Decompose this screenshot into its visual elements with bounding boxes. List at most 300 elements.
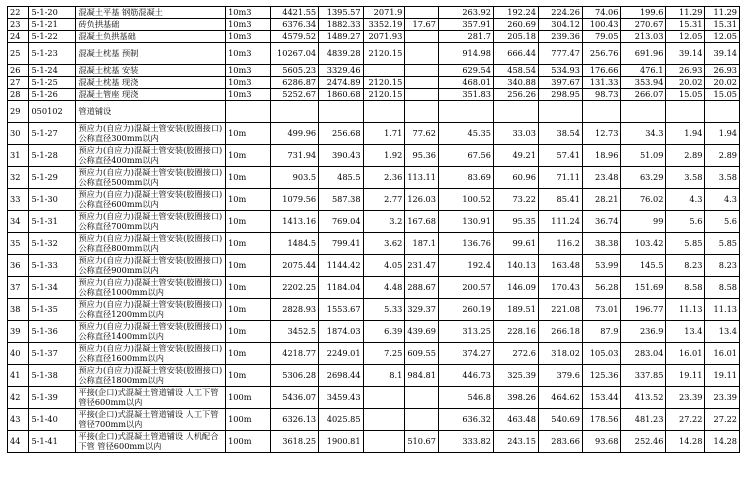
unit: 100m <box>226 387 271 409</box>
value-cell: 2071.93 <box>363 31 405 43</box>
value-cell: 4.48 <box>363 277 405 299</box>
value-cell: 13.4 <box>666 321 705 343</box>
item-name: 预应力(自应力)混凝土管安装(胶圈接口)公称直径600mm以内 <box>76 189 226 211</box>
unit: 10m <box>226 277 271 299</box>
unit: 10m3 <box>226 7 271 19</box>
value-cell: 769.04 <box>319 211 363 233</box>
value-cell: 325.39 <box>493 365 538 387</box>
value-cell: 298.95 <box>538 89 582 101</box>
value-cell: 283.66 <box>538 431 582 453</box>
value-cell: 5.33 <box>363 299 405 321</box>
value-cell: 510.67 <box>405 431 439 453</box>
value-cell: 205.18 <box>493 31 538 43</box>
value-cell: 163.48 <box>538 255 582 277</box>
value-cell: 1553.67 <box>319 299 363 321</box>
quota-code: 5-1-36 <box>29 321 76 343</box>
value-cell: 351.83 <box>438 89 493 101</box>
table-row <box>8 65 740 77</box>
value-cell: 23.48 <box>582 167 621 189</box>
value-cell: 192.24 <box>493 7 538 19</box>
value-cell: 11.13 <box>666 299 705 321</box>
value-cell: 116.2 <box>538 233 582 255</box>
value-cell: 221.08 <box>538 299 582 321</box>
row-number: 25 <box>8 43 29 65</box>
value-cell: 74.06 <box>582 7 621 19</box>
value-cell: 23.39 <box>705 387 740 409</box>
quota-code: 5-1-23 <box>29 43 76 65</box>
value-cell: 2202.25 <box>271 277 319 299</box>
value-cell: 17.67 <box>405 19 439 31</box>
value-cell: 984.81 <box>405 365 439 387</box>
value-cell: 125.36 <box>582 365 621 387</box>
unit: 10m <box>226 145 271 167</box>
value-cell: 6.39 <box>363 321 405 343</box>
value-cell: 49.21 <box>493 145 538 167</box>
value-cell: 413.52 <box>621 387 666 409</box>
value-cell: 499.96 <box>271 123 319 145</box>
value-cell: 3.2 <box>363 211 405 233</box>
value-cell: 228.16 <box>493 321 538 343</box>
value-cell: 146.09 <box>493 277 538 299</box>
item-name: 平接(企口)式混凝土管道铺设 人工下管 管径600mm以内 <box>76 387 226 409</box>
value-cell: 3618.25 <box>271 431 319 453</box>
value-cell: 73.01 <box>582 299 621 321</box>
value-cell: 337.85 <box>621 365 666 387</box>
value-cell: 130.91 <box>438 211 493 233</box>
value-cell: 3.58 <box>666 167 705 189</box>
item-name: 预应力(自应力)混凝土管安装(胶圈接口)公称直径1200mm以内 <box>76 299 226 321</box>
value-cell: 196.77 <box>621 299 666 321</box>
item-name: 预应力(自应力)混凝土管安装(胶圈接口)公称直径700mm以内 <box>76 211 226 233</box>
row-number: 32 <box>8 167 29 189</box>
quota-code: 050102 <box>29 101 76 123</box>
row-number: 31 <box>8 145 29 167</box>
table-row <box>8 255 740 277</box>
quota-code: 5-1-38 <box>29 365 76 387</box>
value-cell: 23.39 <box>666 387 705 409</box>
value-cell: 2698.44 <box>319 365 363 387</box>
value-cell: 11.29 <box>666 7 705 19</box>
value-cell: 468.01 <box>438 77 493 89</box>
item-name: 砖负拱基础 <box>76 19 226 31</box>
item-name: 混凝土平基 钢筋混凝土 <box>76 7 226 19</box>
item-name: 预应力(自应力)混凝土管安装(胶圈接口)公称直径1400mm以内 <box>76 321 226 343</box>
value-cell: 4.3 <box>666 189 705 211</box>
value-cell: 7.25 <box>363 343 405 365</box>
value-cell: 5.6 <box>666 211 705 233</box>
value-cell: 666.44 <box>493 43 538 65</box>
value-cell: 6376.34 <box>271 19 319 31</box>
value-cell: 439.69 <box>405 321 439 343</box>
table-row <box>8 233 740 255</box>
value-cell: 4421.55 <box>271 7 319 19</box>
item-name: 平接(企口)式混凝土管道铺设 人机配合下管 管径600mm以内 <box>76 431 226 453</box>
value-cell: 14.28 <box>666 431 705 453</box>
row-number: 33 <box>8 189 29 211</box>
value-cell: 272.6 <box>493 343 538 365</box>
value-cell <box>621 101 666 123</box>
value-cell: 4.3 <box>705 189 740 211</box>
item-name: 混凝土枕基 安装 <box>76 65 226 77</box>
value-cell <box>705 101 740 123</box>
value-cell: 39.14 <box>705 43 740 65</box>
table-row <box>8 211 740 233</box>
unit: 10m <box>226 343 271 365</box>
value-cell <box>405 409 439 431</box>
value-cell: 609.55 <box>405 343 439 365</box>
value-cell: 2071.9 <box>363 7 405 19</box>
value-cell: 140.13 <box>493 255 538 277</box>
value-cell <box>319 101 363 123</box>
value-cell: 16.01 <box>666 343 705 365</box>
value-cell: 5.85 <box>666 233 705 255</box>
value-cell: 51.09 <box>621 145 666 167</box>
value-cell: 5.6 <box>705 211 740 233</box>
quota-code: 5-1-30 <box>29 189 76 211</box>
unit: 10m <box>226 365 271 387</box>
table-row <box>8 145 740 167</box>
unit: 10m3 <box>226 19 271 31</box>
value-cell: 8.23 <box>705 255 740 277</box>
quota-code: 5-1-32 <box>29 233 76 255</box>
table-row <box>8 431 740 453</box>
quota-code: 5-1-21 <box>29 19 76 31</box>
value-cell: 126.03 <box>405 189 439 211</box>
unit: 10m <box>226 123 271 145</box>
row-number: 44 <box>8 431 29 453</box>
value-cell: 87.9 <box>582 321 621 343</box>
value-cell: 546.8 <box>438 387 493 409</box>
value-cell: 99 <box>621 211 666 233</box>
value-cell: 99.61 <box>493 233 538 255</box>
value-cell: 397.67 <box>538 77 582 89</box>
value-cell: 236.9 <box>621 321 666 343</box>
quota-code: 5-1-40 <box>29 409 76 431</box>
quota-code: 5-1-25 <box>29 77 76 89</box>
value-cell: 4.05 <box>363 255 405 277</box>
value-cell: 67.56 <box>438 145 493 167</box>
value-cell: 288.67 <box>405 277 439 299</box>
value-cell: 13.4 <box>705 321 740 343</box>
unit: 10m <box>226 321 271 343</box>
item-name: 预应力(自应力)混凝土管安装(胶圈接口)公称直径1600mm以内 <box>76 343 226 365</box>
value-cell <box>538 101 582 123</box>
value-cell: 239.36 <box>538 31 582 43</box>
value-cell <box>363 409 405 431</box>
quota-code: 5-1-26 <box>29 89 76 101</box>
value-cell: 8.58 <box>705 277 740 299</box>
value-cell <box>405 387 439 409</box>
value-cell: 45.35 <box>438 123 493 145</box>
value-cell: 103.42 <box>621 233 666 255</box>
value-cell: 20.02 <box>666 77 705 89</box>
value-cell: 777.47 <box>538 43 582 65</box>
table-row <box>8 409 740 431</box>
value-cell: 485.5 <box>319 167 363 189</box>
table-row <box>8 123 740 145</box>
table-row <box>8 167 740 189</box>
quota-code: 5-1-24 <box>29 65 76 77</box>
row-number: 28 <box>8 89 29 101</box>
value-cell: 60.96 <box>493 167 538 189</box>
value-cell: 5436.07 <box>271 387 319 409</box>
value-cell: 85.41 <box>538 189 582 211</box>
value-cell: 1.92 <box>363 145 405 167</box>
value-cell: 153.44 <box>582 387 621 409</box>
value-cell: 167.68 <box>405 211 439 233</box>
value-cell <box>405 101 439 123</box>
value-cell: 260.69 <box>493 19 538 31</box>
quota-code: 5-1-34 <box>29 277 76 299</box>
value-cell: 1144.42 <box>319 255 363 277</box>
item-name: 平接(企口)式混凝土管道铺设 人工下管 管径700mm以内 <box>76 409 226 431</box>
quota-code: 5-1-33 <box>29 255 76 277</box>
value-cell: 18.96 <box>582 145 621 167</box>
value-cell: 1184.04 <box>319 277 363 299</box>
value-cell: 93.68 <box>582 431 621 453</box>
value-cell: 27.22 <box>666 409 705 431</box>
value-cell: 4579.52 <box>271 31 319 43</box>
table-row <box>8 189 740 211</box>
table-row <box>8 43 740 65</box>
table-row <box>8 101 740 123</box>
value-cell <box>405 89 439 101</box>
item-name: 预应力(自应力)混凝土管安装(胶圈接口)公称直径400mm以内 <box>76 145 226 167</box>
value-cell: 71.11 <box>538 167 582 189</box>
value-cell: 1395.57 <box>319 7 363 19</box>
value-cell: 12.73 <box>582 123 621 145</box>
value-cell: 333.82 <box>438 431 493 453</box>
value-cell: 15.05 <box>705 89 740 101</box>
value-cell: 2249.01 <box>319 343 363 365</box>
unit: 10m <box>226 167 271 189</box>
value-cell: 252.46 <box>621 431 666 453</box>
unit: 10m <box>226 255 271 277</box>
value-cell: 799.41 <box>319 233 363 255</box>
value-cell: 2.77 <box>363 189 405 211</box>
value-cell: 28.21 <box>582 189 621 211</box>
value-cell <box>363 431 405 453</box>
item-name: 预应力(自应力)混凝土管安装(胶圈接口)公称直径800mm以内 <box>76 233 226 255</box>
value-cell: 176.66 <box>582 65 621 77</box>
value-cell: 304.12 <box>538 19 582 31</box>
value-cell: 14.28 <box>705 431 740 453</box>
value-cell: 270.67 <box>621 19 666 31</box>
value-cell <box>493 101 538 123</box>
value-cell: 10267.04 <box>271 43 319 65</box>
value-cell: 458.54 <box>493 65 538 77</box>
value-cell: 629.54 <box>438 65 493 77</box>
value-cell: 1860.68 <box>319 89 363 101</box>
value-cell: 27.22 <box>705 409 740 431</box>
value-cell: 136.76 <box>438 233 493 255</box>
value-cell: 63.29 <box>621 167 666 189</box>
item-name: 混凝土枕基 现浇 <box>76 77 226 89</box>
unit: 10m <box>226 211 271 233</box>
table-row <box>8 387 740 409</box>
value-cell <box>405 31 439 43</box>
value-cell: 379.6 <box>538 365 582 387</box>
value-cell: 3452.5 <box>271 321 319 343</box>
value-cell: 39.14 <box>666 43 705 65</box>
value-cell: 1874.03 <box>319 321 363 343</box>
unit: 10m3 <box>226 31 271 43</box>
value-cell: 20.02 <box>705 77 740 89</box>
value-cell: 1900.81 <box>319 431 363 453</box>
value-cell: 260.19 <box>438 299 493 321</box>
value-cell: 100.52 <box>438 189 493 211</box>
value-cell: 4025.85 <box>319 409 363 431</box>
table-row <box>8 31 740 43</box>
value-cell: 1.71 <box>363 123 405 145</box>
item-name: 预应力(自应力)混凝土管安装(胶圈接口)公称直径1800mm以内 <box>76 365 226 387</box>
table-row <box>8 365 740 387</box>
value-cell: 8.23 <box>666 255 705 277</box>
value-cell: 213.03 <box>621 31 666 43</box>
value-cell: 256.68 <box>319 123 363 145</box>
value-cell: 266.18 <box>538 321 582 343</box>
value-cell: 5252.67 <box>271 89 319 101</box>
value-cell: 731.94 <box>271 145 319 167</box>
value-cell: 534.93 <box>538 65 582 77</box>
row-number: 26 <box>8 65 29 77</box>
value-cell: 1484.5 <box>271 233 319 255</box>
value-cell: 151.69 <box>621 277 666 299</box>
table-row <box>8 299 740 321</box>
value-cell: 2.89 <box>705 145 740 167</box>
value-cell: 19.11 <box>666 365 705 387</box>
value-cell: 77.62 <box>405 123 439 145</box>
row-number: 41 <box>8 365 29 387</box>
quota-code: 5-1-27 <box>29 123 76 145</box>
value-cell: 8.58 <box>666 277 705 299</box>
value-cell: 1079.56 <box>271 189 319 211</box>
value-cell <box>363 101 405 123</box>
quota-code: 5-1-41 <box>29 431 76 453</box>
value-cell: 170.43 <box>538 277 582 299</box>
row-number: 42 <box>8 387 29 409</box>
value-cell: 100.43 <box>582 19 621 31</box>
value-cell: 256.76 <box>582 43 621 65</box>
value-cell: 5306.28 <box>271 365 319 387</box>
value-cell: 3.62 <box>363 233 405 255</box>
row-number: 36 <box>8 255 29 277</box>
value-cell: 481.23 <box>621 409 666 431</box>
value-cell: 281.7 <box>438 31 493 43</box>
quota-table <box>7 6 740 453</box>
value-cell: 691.96 <box>621 43 666 65</box>
value-cell: 340.88 <box>493 77 538 89</box>
value-cell: 95.36 <box>405 145 439 167</box>
table-row <box>8 321 740 343</box>
value-cell: 463.48 <box>493 409 538 431</box>
value-cell: 98.73 <box>582 89 621 101</box>
value-cell: 34.3 <box>621 123 666 145</box>
value-cell: 15.31 <box>666 19 705 31</box>
value-cell: 914.98 <box>438 43 493 65</box>
item-name: 预应力(自应力)混凝土管安装(胶圈接口)公称直径500mm以内 <box>76 167 226 189</box>
item-name: 混凝土管座 现浇 <box>76 89 226 101</box>
value-cell: 15.31 <box>705 19 740 31</box>
value-cell: 263.92 <box>438 7 493 19</box>
row-number: 34 <box>8 211 29 233</box>
value-cell: 313.25 <box>438 321 493 343</box>
item-name: 管道铺设 <box>76 101 226 123</box>
value-cell: 2120.15 <box>363 43 405 65</box>
value-cell: 2120.15 <box>363 77 405 89</box>
value-cell: 57.41 <box>538 145 582 167</box>
table-row <box>8 89 740 101</box>
value-cell: 3329.46 <box>319 65 363 77</box>
value-cell <box>363 65 405 77</box>
unit: 10m3 <box>226 43 271 65</box>
quota-code: 5-1-22 <box>29 31 76 43</box>
value-cell <box>363 387 405 409</box>
value-cell: 12.05 <box>666 31 705 43</box>
value-cell: 199.6 <box>621 7 666 19</box>
value-cell: 256.26 <box>493 89 538 101</box>
row-number: 39 <box>8 321 29 343</box>
value-cell: 26.93 <box>666 65 705 77</box>
value-cell: 390.43 <box>319 145 363 167</box>
value-cell: 113.11 <box>405 167 439 189</box>
unit: 100m <box>226 431 271 453</box>
value-cell: 5605.23 <box>271 65 319 77</box>
value-cell: 3.58 <box>705 167 740 189</box>
row-number: 37 <box>8 277 29 299</box>
value-cell: 36.74 <box>582 211 621 233</box>
value-cell: 318.02 <box>538 343 582 365</box>
value-cell: 187.1 <box>405 233 439 255</box>
row-number: 22 <box>8 7 29 19</box>
table-row <box>8 343 740 365</box>
value-cell: 178.56 <box>582 409 621 431</box>
value-cell: 353.94 <box>621 77 666 89</box>
value-cell: 105.03 <box>582 343 621 365</box>
table-row <box>8 77 740 89</box>
value-cell: 374.27 <box>438 343 493 365</box>
value-cell: 1489.27 <box>319 31 363 43</box>
item-name: 预应力(自应力)混凝土管安装(胶圈接口)公称直径300mm以内 <box>76 123 226 145</box>
value-cell: 476.1 <box>621 65 666 77</box>
row-number: 27 <box>8 77 29 89</box>
value-cell: 76.02 <box>621 189 666 211</box>
unit: 10m3 <box>226 89 271 101</box>
value-cell: 5.85 <box>705 233 740 255</box>
row-number: 24 <box>8 31 29 43</box>
value-cell: 1.94 <box>705 123 740 145</box>
unit <box>226 101 271 123</box>
row-number: 43 <box>8 409 29 431</box>
quota-code: 5-1-20 <box>29 7 76 19</box>
unit: 10m3 <box>226 65 271 77</box>
value-cell: 8.1 <box>363 365 405 387</box>
value-cell: 12.05 <box>705 31 740 43</box>
value-cell: 2474.89 <box>319 77 363 89</box>
value-cell: 446.73 <box>438 365 493 387</box>
value-cell <box>405 65 439 77</box>
value-cell: 587.38 <box>319 189 363 211</box>
value-cell: 192.4 <box>438 255 493 277</box>
value-cell: 131.33 <box>582 77 621 89</box>
value-cell: 6326.13 <box>271 409 319 431</box>
value-cell: 33.03 <box>493 123 538 145</box>
value-cell: 4218.77 <box>271 343 319 365</box>
value-cell: 398.26 <box>493 387 538 409</box>
value-cell <box>271 101 319 123</box>
unit: 10m <box>226 233 271 255</box>
value-cell: 16.01 <box>705 343 740 365</box>
